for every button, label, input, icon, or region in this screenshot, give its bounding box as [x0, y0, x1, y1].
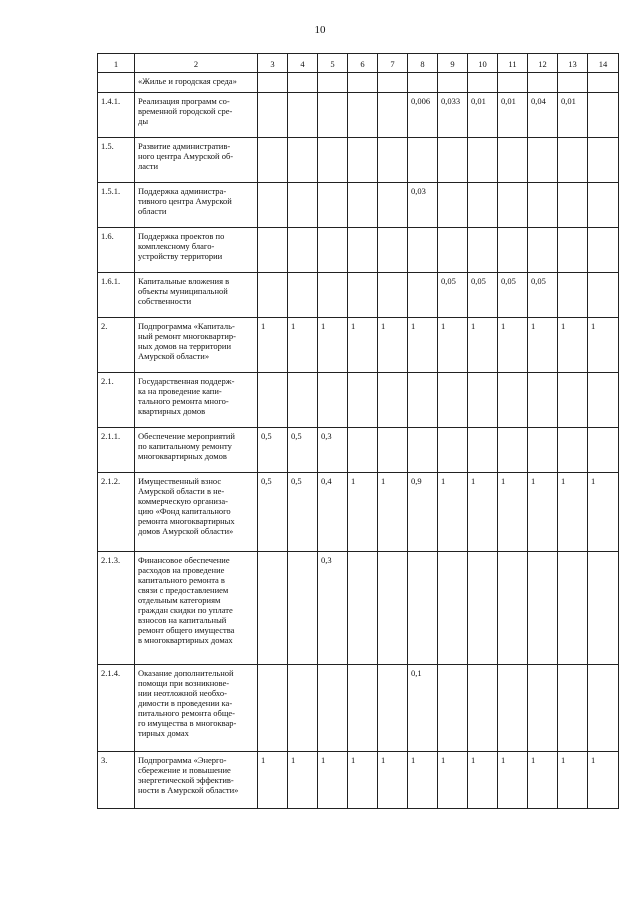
value-cell: 0,4 — [318, 473, 348, 552]
value-cell — [348, 93, 378, 138]
value-cell — [438, 428, 468, 473]
value-cell — [498, 428, 528, 473]
value-cell — [588, 665, 619, 752]
value-cell — [318, 665, 348, 752]
column-number: 12 — [528, 54, 558, 73]
value-cell: 1 — [438, 752, 468, 809]
value-cell — [558, 273, 588, 318]
value-cell — [378, 665, 408, 752]
value-cell — [378, 93, 408, 138]
value-cell: 1 — [498, 318, 528, 373]
value-cell: 0,05 — [498, 273, 528, 318]
value-cell — [318, 373, 348, 428]
value-cell — [258, 73, 288, 93]
value-cell — [588, 73, 619, 93]
value-cell: 0,05 — [528, 273, 558, 318]
value-cell — [558, 228, 588, 273]
table-row — [98, 138, 619, 183]
value-cell: 1 — [408, 318, 438, 373]
value-cell — [288, 273, 318, 318]
value-cell — [558, 183, 588, 228]
value-cell — [438, 138, 468, 183]
value-cell: 0,04 — [528, 93, 558, 138]
value-cell: 1 — [258, 752, 288, 809]
table-row — [98, 373, 619, 428]
value-cell — [288, 552, 318, 665]
value-cell — [438, 665, 468, 752]
value-cell: 1 — [588, 473, 619, 552]
value-cell — [378, 273, 408, 318]
value-cell: 0,01 — [468, 93, 498, 138]
row-code — [98, 73, 135, 93]
column-number: 6 — [348, 54, 378, 73]
row-name: Государственная поддерж- ка на проведение капи- тального ремонта много- квартирных домов — [135, 373, 258, 428]
row-name: Финансовое обеспечение расходов на проведение капитального ремонта в связи с предоставлением отдельным категориям граждан скидки по уплате взносов на капитальный ремонт общего имущества в многоквартирных домах — [135, 552, 258, 665]
value-cell: 1 — [408, 752, 438, 809]
value-cell — [558, 73, 588, 93]
value-cell — [288, 73, 318, 93]
value-cell — [468, 183, 498, 228]
value-cell: 0,5 — [258, 428, 288, 473]
table-row — [98, 552, 619, 665]
value-cell: 1 — [528, 473, 558, 552]
value-cell — [528, 73, 558, 93]
value-cell — [348, 552, 378, 665]
value-cell — [378, 373, 408, 428]
value-cell — [258, 228, 288, 273]
value-cell — [348, 73, 378, 93]
row-name: Оказание дополнительной помощи при возникнове- нии неотложной необхо- димости в проведении ка- питального ремонта обще- го имущества в многоквар- тирных домах — [135, 665, 258, 752]
value-cell: 1 — [348, 318, 378, 373]
table-row — [98, 318, 619, 373]
value-cell — [438, 73, 468, 93]
value-cell: 1 — [288, 318, 318, 373]
value-cell: 0,006 — [408, 93, 438, 138]
value-cell: 0,9 — [408, 473, 438, 552]
value-cell — [438, 373, 468, 428]
value-cell — [468, 138, 498, 183]
value-cell: 1 — [588, 752, 619, 809]
value-cell — [408, 428, 438, 473]
column-number: 4 — [288, 54, 318, 73]
value-cell — [348, 273, 378, 318]
value-cell: 1 — [438, 318, 468, 373]
row-name: Подпрограмма «Капиталь- ный ремонт многоквартир- ных домов на территории Амурской области» — [135, 318, 258, 373]
value-cell — [378, 228, 408, 273]
row-code: 2.1.4. — [98, 665, 135, 752]
value-cell: 0,5 — [288, 473, 318, 552]
row-code: 2.1. — [98, 373, 135, 428]
value-cell — [528, 138, 558, 183]
column-number: 10 — [468, 54, 498, 73]
value-cell: 1 — [468, 318, 498, 373]
table-row — [98, 428, 619, 473]
value-cell — [318, 273, 348, 318]
value-cell — [288, 228, 318, 273]
value-cell — [468, 428, 498, 473]
column-number: 8 — [408, 54, 438, 73]
row-name: Обеспечение мероприятий по капитальному ремонту многоквартирных домов — [135, 428, 258, 473]
row-name: Развитие административ- ного центра Амурской об- ласти — [135, 138, 258, 183]
table-row — [98, 228, 619, 273]
value-cell — [288, 373, 318, 428]
value-cell — [468, 73, 498, 93]
value-cell: 1 — [558, 318, 588, 373]
value-cell — [318, 93, 348, 138]
value-cell — [348, 183, 378, 228]
value-cell — [528, 183, 558, 228]
row-code: 3. — [98, 752, 135, 809]
value-cell: 1 — [558, 473, 588, 552]
value-cell: 0,05 — [438, 273, 468, 318]
value-cell — [558, 428, 588, 473]
column-number: 9 — [438, 54, 468, 73]
value-cell: 1 — [588, 318, 619, 373]
value-cell: 0,3 — [318, 428, 348, 473]
value-cell: 0,03 — [408, 183, 438, 228]
value-cell — [408, 273, 438, 318]
value-cell — [438, 552, 468, 665]
value-cell — [258, 93, 288, 138]
value-cell — [348, 228, 378, 273]
value-cell: 1 — [438, 473, 468, 552]
column-number-row — [98, 54, 619, 73]
value-cell: 1 — [498, 752, 528, 809]
value-cell — [438, 228, 468, 273]
value-cell — [348, 373, 378, 428]
value-cell: 1 — [528, 318, 558, 373]
value-cell: 1 — [468, 752, 498, 809]
value-cell: 0,3 — [318, 552, 348, 665]
value-cell — [588, 93, 619, 138]
value-cell: 0,5 — [288, 428, 318, 473]
value-cell: 1 — [558, 752, 588, 809]
value-cell: 1 — [258, 318, 288, 373]
table-row — [98, 183, 619, 228]
value-cell — [288, 665, 318, 752]
value-cell — [258, 665, 288, 752]
table-row — [98, 93, 619, 138]
row-code: 2.1.3. — [98, 552, 135, 665]
value-cell — [588, 273, 619, 318]
value-cell — [258, 138, 288, 183]
value-cell — [528, 373, 558, 428]
value-cell: 1 — [318, 318, 348, 373]
value-cell — [348, 428, 378, 473]
value-cell: 0,01 — [558, 93, 588, 138]
value-cell — [528, 552, 558, 665]
table-row — [98, 273, 619, 318]
value-cell — [378, 183, 408, 228]
value-cell: 1 — [498, 473, 528, 552]
value-cell — [498, 228, 528, 273]
value-cell — [558, 373, 588, 428]
table-row — [98, 752, 619, 809]
row-code: 1.6.1. — [98, 273, 135, 318]
value-cell — [288, 138, 318, 183]
value-cell — [588, 373, 619, 428]
value-cell — [408, 373, 438, 428]
value-cell — [558, 552, 588, 665]
row-code: 1.5. — [98, 138, 135, 183]
value-cell — [408, 73, 438, 93]
row-name: Имущественный взнос Амурской области в не- коммерческую организа- цию «Фонд капитального ремонта многоквартирных домов Амурской области» — [135, 473, 258, 552]
value-cell — [318, 228, 348, 273]
value-cell — [378, 552, 408, 665]
value-cell: 0,05 — [468, 273, 498, 318]
value-cell — [498, 552, 528, 665]
value-cell — [588, 138, 619, 183]
value-cell — [288, 93, 318, 138]
row-code: 1.4.1. — [98, 93, 135, 138]
indicator-table — [97, 53, 619, 809]
value-cell: 1 — [378, 473, 408, 552]
value-cell — [468, 665, 498, 752]
value-cell: 1 — [528, 752, 558, 809]
row-name: Капитальные вложения в объекты муниципальной собственности — [135, 273, 258, 318]
value-cell — [438, 183, 468, 228]
value-cell — [498, 373, 528, 428]
row-name: «Жилье и городская среда» — [135, 73, 258, 93]
value-cell: 1 — [348, 752, 378, 809]
value-cell — [318, 138, 348, 183]
row-code: 2. — [98, 318, 135, 373]
row-name: Реализация программ со- временной городской сре- ды — [135, 93, 258, 138]
value-cell: 1 — [348, 473, 378, 552]
value-cell — [588, 183, 619, 228]
value-cell — [528, 428, 558, 473]
value-cell — [528, 665, 558, 752]
column-number: 11 — [498, 54, 528, 73]
value-cell — [258, 273, 288, 318]
value-cell: 1 — [378, 752, 408, 809]
value-cell — [558, 665, 588, 752]
value-cell — [498, 183, 528, 228]
column-number: 14 — [588, 54, 619, 73]
row-code: 1.6. — [98, 228, 135, 273]
value-cell — [588, 228, 619, 273]
value-cell — [498, 73, 528, 93]
column-number: 3 — [258, 54, 288, 73]
row-name: Поддержка проектов по комплексному благо- устройству территории — [135, 228, 258, 273]
value-cell — [498, 665, 528, 752]
value-cell — [408, 228, 438, 273]
column-number: 5 — [318, 54, 348, 73]
table-row — [98, 665, 619, 752]
value-cell: 0,1 — [408, 665, 438, 752]
value-cell — [258, 373, 288, 428]
row-code: 1.5.1. — [98, 183, 135, 228]
value-cell: 1 — [378, 318, 408, 373]
value-cell — [498, 138, 528, 183]
column-number: 13 — [558, 54, 588, 73]
value-cell — [318, 73, 348, 93]
table-row — [98, 473, 619, 552]
row-name: Подпрограмма «Энерго- сбережение и повышение энергетической эффектив- ности в Амурской области» — [135, 752, 258, 809]
column-number: 1 — [98, 54, 135, 73]
value-cell — [528, 228, 558, 273]
column-number: 2 — [135, 54, 258, 73]
value-cell — [558, 138, 588, 183]
page-number: 10 — [314, 24, 326, 36]
value-cell: 1 — [318, 752, 348, 809]
value-cell — [468, 373, 498, 428]
row-code: 2.1.1. — [98, 428, 135, 473]
value-cell: 0,033 — [438, 93, 468, 138]
value-cell — [588, 428, 619, 473]
row-name: Поддержка администра- тивного центра Амурской области — [135, 183, 258, 228]
value-cell — [378, 73, 408, 93]
value-cell — [258, 183, 288, 228]
value-cell — [468, 228, 498, 273]
value-cell — [378, 138, 408, 183]
value-cell — [348, 665, 378, 752]
value-cell: 1 — [288, 752, 318, 809]
table-row — [98, 73, 619, 93]
value-cell — [318, 183, 348, 228]
value-cell — [258, 552, 288, 665]
column-number: 7 — [378, 54, 408, 73]
value-cell — [588, 552, 619, 665]
row-code: 2.1.2. — [98, 473, 135, 552]
value-cell — [408, 552, 438, 665]
value-cell — [468, 552, 498, 665]
value-cell — [378, 428, 408, 473]
value-cell — [348, 138, 378, 183]
value-cell: 1 — [468, 473, 498, 552]
value-cell: 0,01 — [498, 93, 528, 138]
value-cell — [288, 183, 318, 228]
value-cell — [408, 138, 438, 183]
value-cell: 0,5 — [258, 473, 288, 552]
